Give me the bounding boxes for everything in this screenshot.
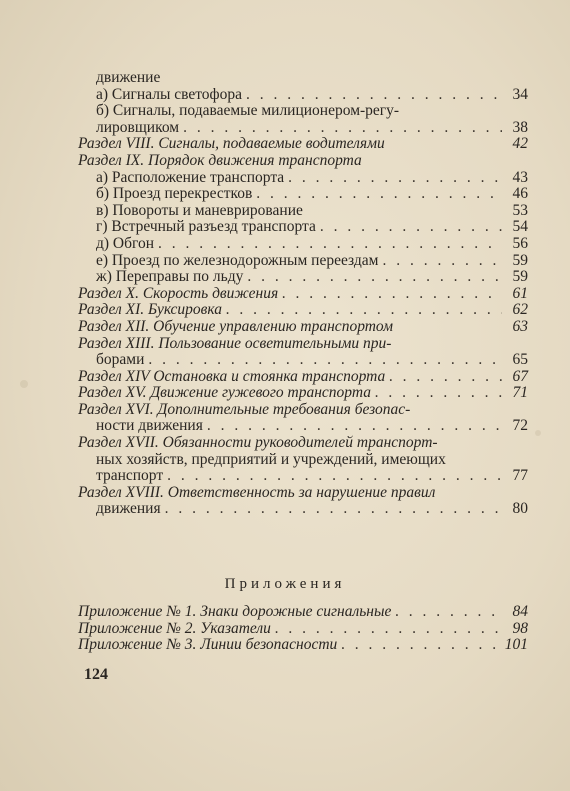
toc-entry-page: 46	[512, 185, 528, 203]
dot-leader	[183, 120, 502, 137]
toc-entry	[78, 219, 528, 236]
toc-entry	[78, 236, 528, 253]
toc-entry-page: 59	[512, 268, 528, 286]
toc-entry-title: г) Встречный разъезд транспорта	[96, 218, 316, 236]
toc-entry-page: 59	[512, 251, 528, 269]
toc-entry-title: Раздел XVII. Обязанности руководителей транспорт-	[78, 434, 438, 452]
toc-entry	[78, 103, 528, 120]
appendix-entry	[78, 637, 528, 654]
toc-entry-title: б) Проезд перекрестков	[96, 185, 253, 203]
toc-entry-title: а) Сигналы светофора	[96, 85, 242, 103]
toc-entry	[78, 435, 528, 452]
toc-entry-title: Раздел VIII. Сигналы, подаваемые водителями	[78, 135, 385, 153]
toc-entry-title: Раздел IX. Порядок движения транспорта	[78, 151, 362, 169]
toc-entry	[78, 485, 528, 502]
toc-entry-page: 72	[512, 417, 528, 435]
dot-leader	[207, 418, 502, 435]
toc-entry-page: 61	[512, 284, 528, 302]
toc-entry-page: 77	[512, 467, 528, 485]
toc-entry	[78, 369, 528, 386]
paper-stain	[20, 380, 28, 388]
appendix-list	[78, 604, 528, 654]
dot-leader	[158, 236, 502, 253]
toc-entry-title: е) Проезд по железнодорожным переездам	[96, 251, 379, 269]
appendix-heading: Приложения	[224, 576, 346, 592]
toc-entry-title: Раздел XIII. Пользование осветительными при-	[78, 334, 392, 352]
toc-entry-title: борами	[96, 351, 145, 369]
table-of-contents	[78, 70, 528, 518]
toc-entry-page: 101	[504, 636, 528, 654]
paper-stain	[535, 430, 541, 436]
toc-entry	[78, 286, 528, 303]
toc-entry-page: 71	[512, 384, 528, 402]
toc-entry	[78, 418, 528, 435]
toc-entry-page: 80	[512, 500, 528, 518]
toc-entry	[78, 452, 528, 469]
toc-entry-title: движения	[96, 500, 161, 518]
toc-entry-title: в) Повороты и маневрирование	[96, 201, 303, 219]
dot-leader	[167, 468, 502, 485]
dot-leader	[165, 501, 502, 518]
toc-entry	[78, 70, 528, 87]
toc-entry-title: д) Обгон	[96, 234, 155, 252]
toc-entry-page: 34	[512, 85, 528, 103]
toc-entry-title: Раздел XI. Буксировка	[78, 301, 222, 319]
toc-entry	[78, 501, 528, 518]
toc-entry	[78, 120, 528, 137]
toc-entry-page: 38	[512, 118, 528, 136]
toc-entry-page: 42	[512, 135, 528, 153]
toc-entry	[78, 136, 528, 153]
toc-entry-title: Приложение № 3. Линии безопасности	[78, 636, 338, 654]
dot-leader	[375, 385, 502, 402]
toc-entry-title: Раздел XVI. Дополнительные требования безопас-	[78, 400, 411, 418]
toc-entry	[78, 352, 528, 369]
dot-leader	[256, 186, 502, 203]
toc-entry-page: 53	[512, 201, 528, 219]
page-number: 124	[84, 666, 108, 683]
toc-entry-title: б) Сигналы, подаваемые милиционером-регу-	[96, 102, 400, 120]
appendix-entry	[78, 621, 528, 638]
appendix-entry	[78, 604, 528, 621]
dot-leader	[382, 253, 502, 270]
toc-entry-page: 65	[512, 351, 528, 369]
dot-leader	[389, 369, 502, 386]
toc-entry	[78, 402, 528, 419]
dot-leader	[320, 219, 502, 236]
toc-entry-title: транспорт	[96, 467, 164, 485]
toc-entry-page: 67	[512, 367, 528, 385]
toc-entry	[78, 336, 528, 353]
dot-leader	[247, 269, 502, 286]
toc-entry-page: 56	[512, 234, 528, 252]
toc-entry-title: ж) Переправы по льду	[96, 268, 244, 286]
toc-entry	[78, 468, 528, 485]
dot-leader	[246, 87, 502, 104]
dot-leader	[395, 604, 502, 621]
toc-entry-title: Раздел X. Скорость движения	[78, 284, 279, 302]
dot-leader	[341, 637, 500, 654]
dot-leader	[282, 286, 502, 303]
toc-entry-page: 63	[512, 317, 528, 335]
toc-entry-title: ных хозяйств, предприятий и учреждений, имеющих	[96, 450, 446, 468]
toc-entry	[78, 269, 528, 286]
toc-entry	[78, 203, 528, 220]
toc-entry-page: 54	[512, 218, 528, 236]
toc-entry-title: Приложение № 1. Знаки дорожные сигнальные	[78, 603, 392, 620]
toc-entry-title: лировщиком	[96, 118, 180, 136]
toc-entry	[78, 170, 528, 187]
dot-leader	[275, 621, 502, 638]
toc-entry-title: движение	[96, 69, 161, 86]
toc-entry-title: Раздел XII. Обучение управлению транспортом	[78, 317, 393, 335]
dot-leader	[226, 302, 502, 319]
toc-entry-title: Раздел XVIII. Ответственность за нарушение правил	[78, 483, 436, 501]
toc-entry-title: Раздел XIV Остановка и стоянка транспорта	[78, 367, 386, 385]
toc-entry	[78, 186, 528, 203]
toc-entry-title: Раздел XV. Движение гужевого транспорта	[78, 384, 371, 402]
toc-entry-page: 84	[512, 603, 528, 620]
toc-entry-title: ности движения	[96, 417, 203, 435]
toc-entry-title: а) Расположение транспорта	[96, 168, 285, 186]
dot-leader	[148, 352, 502, 369]
toc-entry	[78, 302, 528, 319]
toc-entry	[78, 385, 528, 402]
toc-entry-title: Приложение № 2. Указатели	[78, 619, 271, 637]
toc-entry	[78, 153, 528, 170]
toc-entry	[78, 319, 528, 336]
toc-entry-page: 62	[512, 301, 528, 319]
dot-leader	[288, 170, 502, 187]
toc-entry	[78, 253, 528, 270]
toc-entry-page: 98	[512, 619, 528, 637]
toc-entry-page: 43	[512, 168, 528, 186]
toc-entry	[78, 87, 528, 104]
